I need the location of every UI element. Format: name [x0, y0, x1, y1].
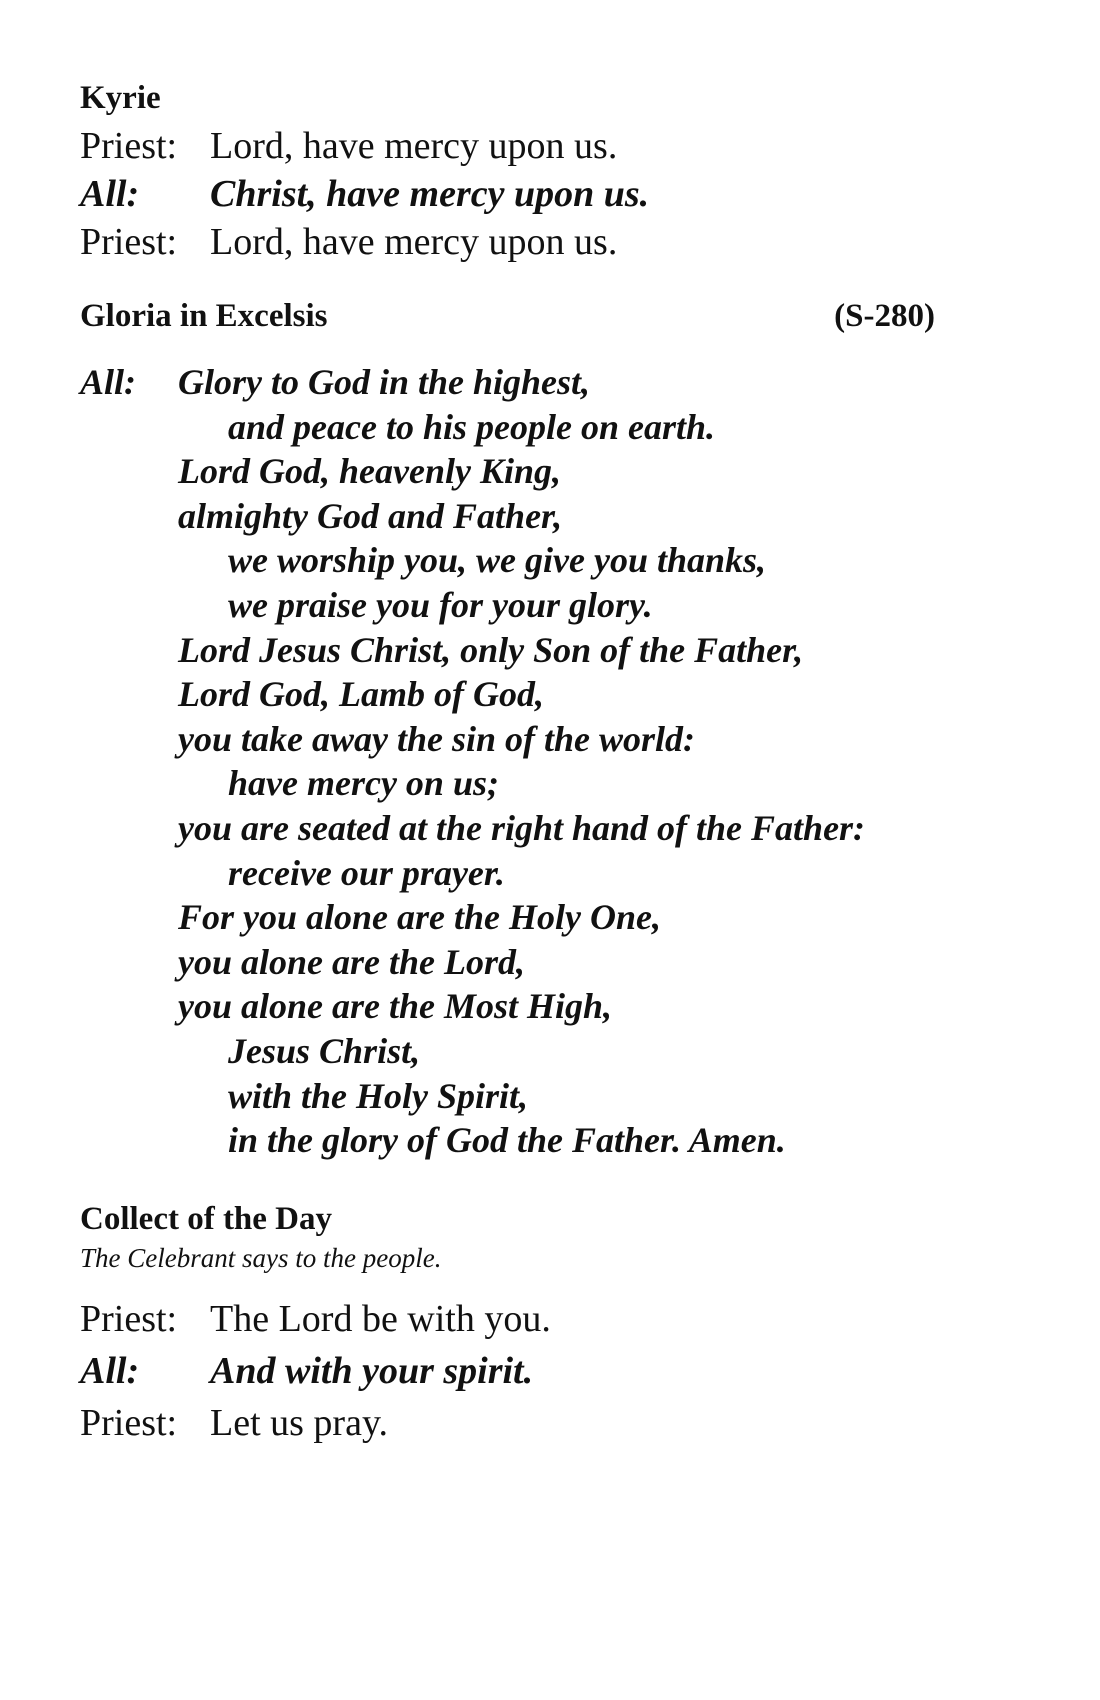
gloria-line: you are seated at the right hand of the Father:: [178, 807, 866, 848]
gloria-line: Lord God, Lamb of God,: [178, 674, 544, 715]
gloria-line: For you alone are the Holy One,: [178, 897, 661, 938]
kyrie-text: Lord, have mercy upon us.: [210, 125, 618, 167]
kyrie-section: [80, 78, 950, 266]
collect-text: The Lord be with you.: [210, 1297, 551, 1340]
gloria-line: in the glory of God the Father. Amen.: [228, 1120, 786, 1161]
gloria-line: almighty God and Father,: [178, 495, 563, 536]
speaker-priest: Priest:: [80, 221, 178, 263]
gloria-line: you alone are the Lord,: [178, 941, 525, 982]
gloria-line: Jesus Christ,: [228, 1030, 421, 1071]
gloria-line: Lord Jesus Christ, only Son of the Father,: [178, 629, 804, 670]
gloria-line: and peace to his people on earth.: [228, 406, 715, 447]
gloria-line: have mercy on us;: [228, 763, 499, 804]
gloria-line: with the Holy Spirit,: [228, 1075, 529, 1116]
collect-section: [80, 1199, 950, 1449]
collect-title: Collect of the Day: [80, 1200, 333, 1237]
gloria-line: you take away the sin of the world:: [178, 718, 696, 759]
kyrie-line: [80, 218, 950, 266]
collect-rubric: The Celebrant says to the people.: [80, 1242, 442, 1273]
kyrie-line: [80, 170, 950, 218]
kyrie-response: Christ, have mercy upon us.: [210, 173, 650, 215]
speaker-priest: Priest:: [80, 125, 178, 167]
gloria-line: Lord God, heavenly King,: [178, 451, 561, 492]
collect-line: [80, 1293, 950, 1345]
bulletin-page: [80, 78, 950, 1449]
kyrie-title: Kyrie: [80, 80, 161, 116]
speaker-all: All:: [80, 1349, 140, 1392]
speaker-priest: Priest:: [80, 1401, 178, 1444]
kyrie-line: [80, 122, 950, 170]
gloria-section: [80, 296, 950, 1163]
collect-line: [80, 1345, 950, 1397]
gloria-line: receive our prayer.: [228, 852, 505, 893]
collect-text: Let us pray.: [210, 1401, 388, 1444]
speaker-priest: Priest:: [80, 1297, 178, 1340]
gloria-lines: [178, 360, 865, 1163]
speaker-all: All:: [80, 173, 140, 215]
hymnal-reference: (S-280): [834, 298, 935, 334]
gloria-title: Gloria in Excelsis: [80, 298, 328, 334]
speaker-all: All:: [80, 362, 137, 402]
gloria-header: [80, 296, 935, 336]
collect-line: [80, 1397, 950, 1449]
collect-response: And with your spirit.: [210, 1349, 534, 1392]
gloria-line: we worship you, we give you thanks,: [228, 540, 767, 581]
gloria-line: Glory to God in the highest,: [178, 362, 591, 402]
gloria-line: we praise you for your glory.: [228, 584, 653, 625]
kyrie-text: Lord, have mercy upon us.: [210, 221, 618, 263]
gloria-text-block: [80, 360, 950, 1163]
gloria-line: you alone are the Most High,: [178, 986, 613, 1027]
